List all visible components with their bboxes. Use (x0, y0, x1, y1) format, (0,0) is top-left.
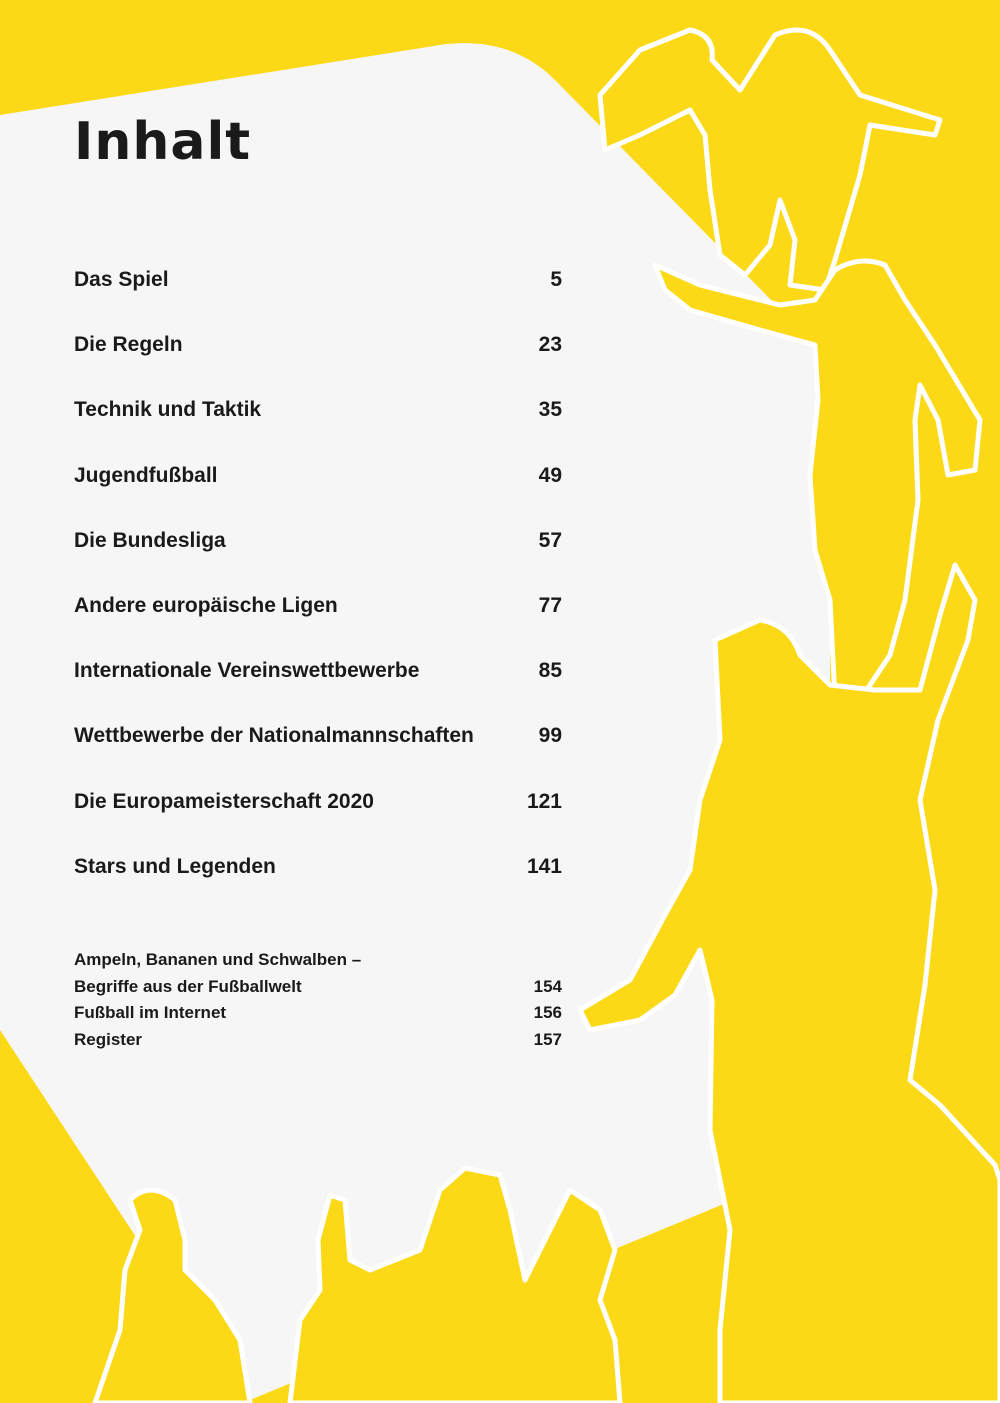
toc-entry-label: Jugendfußball (74, 463, 218, 487)
toc-entry-page: 23 (538, 333, 562, 357)
appendix-entry-label: Ampeln, Bananen und Schwalben – (74, 950, 362, 969)
appendix-entry-page: 156 (533, 1003, 562, 1022)
toc-entry[interactable] (74, 594, 564, 659)
toc-entry-page: 85 (538, 659, 562, 683)
toc-entry-page: 141 (526, 854, 562, 878)
toc-entry-page: 35 (538, 398, 562, 422)
appendix-entry-label: Begriffe aus der Fußballwelt (74, 976, 302, 996)
toc-entry-page: 5 (550, 268, 562, 291)
toc-entry[interactable] (74, 333, 564, 398)
toc-entry-label: Die Bundesliga (74, 528, 226, 552)
appendix-entry-page: 154 (533, 976, 562, 996)
appendix-list (74, 950, 564, 1056)
toc-entry[interactable] (74, 268, 564, 333)
toc-entry[interactable] (74, 724, 564, 789)
toc-entry-label: Andere europäische Ligen (74, 593, 338, 617)
toc-entry-label: Stars und Legenden (74, 854, 276, 878)
player-silhouette-bottom-middle (290, 1168, 620, 1403)
toc-entry-label: Internationale Vereinswettbewerbe (74, 659, 420, 683)
appendix-entry[interactable] (74, 1003, 564, 1030)
toc-entry-label: Die Europameisterschaft 2020 (74, 789, 374, 813)
appendix-entry-page: 157 (533, 1029, 562, 1049)
toc-entry[interactable] (74, 659, 564, 724)
toc-entry-page: 121 (526, 789, 562, 813)
appendix-entry[interactable] (74, 977, 564, 1004)
table-of-contents (74, 268, 564, 920)
toc-entry[interactable] (74, 398, 564, 463)
toc-entry-page: 99 (538, 724, 562, 748)
toc-entry[interactable] (74, 855, 564, 920)
page-title: Inhalt (74, 112, 252, 172)
toc-entry[interactable] (74, 464, 564, 529)
toc-entry-page: 77 (538, 593, 562, 617)
appendix-entry (74, 950, 564, 977)
toc-entry-label: Die Regeln (74, 333, 183, 357)
appendix-entry[interactable] (74, 1030, 564, 1057)
toc-entry-label: Wettbewerbe der Nationalmannschaften (74, 724, 474, 748)
toc-entry[interactable] (74, 790, 564, 855)
appendix-entry-label: Fußball im Internet (74, 1003, 227, 1022)
toc-entry-label: Technik und Taktik (74, 398, 262, 422)
toc-entry-page: 49 (538, 463, 562, 487)
toc-entry-label: Das Spiel (74, 268, 169, 291)
appendix-entry-label: Register (74, 1029, 143, 1049)
toc-entry-page: 57 (538, 528, 562, 552)
toc-entry[interactable] (74, 529, 564, 594)
